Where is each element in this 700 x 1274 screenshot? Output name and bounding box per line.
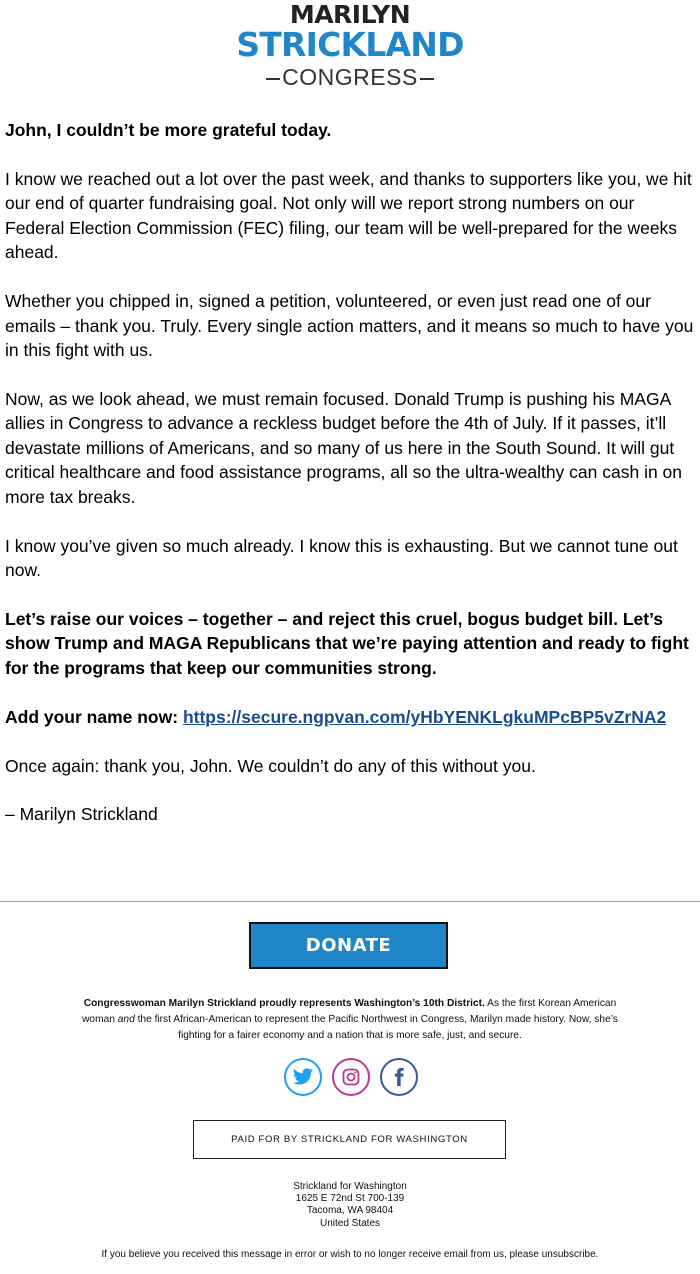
bio-part-2: the first African-American to represent the Pacific Northwest in Congress, Marilyn made history. Now, she’s fighting for a fairer economy and a nation that is more safe, just, and secure. (134, 1014, 618, 1041)
cta-label: Add your name now: (5, 706, 179, 727)
instagram-camera-icon (341, 1067, 361, 1087)
petition-link[interactable]: https://secure.ngpvan.com/yHbYENKLgkuMPcBP5vZrNA2 (182, 706, 667, 727)
social-links (0, 1058, 700, 1100)
cta-line (5, 705, 695, 730)
instagram-icon[interactable] (332, 1058, 370, 1096)
logo-first-name: MARILYN (289, 0, 411, 29)
paragraph-6: Once again: thank you, John. We couldn’t do any of this without you. (5, 755, 536, 776)
logo-subtitle-text: CONGRESS (282, 64, 418, 90)
email-body (5, 118, 695, 851)
paragraph-4: I know you’ve given so much already. I know this is exhausting. But we cannot tune out now. (5, 535, 678, 581)
facebook-icon[interactable] (380, 1058, 418, 1096)
footer-divider (0, 901, 700, 902)
paragraph-3: Now, as we look ahead, we must remain focused. Donald Trump is pushing his MAGA allies in Congress to advance a reckless budget before the 4th of July. If it passes, it’ll devastate millions of Americans, and so many of us here in the South Sound. It will gut critical healthcare and food assistance programs, all so the ultra-wealthy can cash in on more tax breaks. (5, 388, 683, 507)
bio-italic: and (117, 1014, 135, 1025)
address-line-1: Strickland for Washington (293, 1181, 407, 1192)
twitter-icon[interactable] (284, 1058, 322, 1096)
address-line-4: United States (319, 1217, 381, 1229)
mailing-address (200, 1181, 500, 1230)
address-line-3: Tacoma, WA 98404 (306, 1205, 394, 1217)
logo-dash-right (420, 78, 434, 80)
logo-last-name: STRICKLAND (236, 25, 464, 64)
paid-for-disclaimer: PAID FOR BY STRICKLAND FOR WASHINGTON (193, 1120, 506, 1159)
paragraph-2: Whether you chipped in, signed a petition, volunteered, or even just read one of our emails – thank you. Truly. Every single action matters, and it means so much to have you in this fight with us. (5, 291, 694, 361)
bio-text (75, 996, 625, 1044)
bio-bold: Congresswoman Marilyn Strickland proudly represents Washington’s 10th District. (83, 998, 485, 1009)
logo-subtitle (0, 64, 700, 90)
twitter-bird-icon (292, 1066, 314, 1088)
paragraph-1: I know we reached out a lot over the past week, and thanks to supporters like you, we hit our end of quarter fundraising goal. Not only will we report strong numbers on our Federal Election Commission (FEC) filing, our team will be well-prepared for the weeks ahead. (5, 168, 692, 263)
signature: – Marilyn Strickland (5, 804, 158, 825)
unsubscribe-notice: If you believe you received this message in error or wish to no longer receive email from us, please unsubscribe. (101, 1249, 599, 1260)
address-line-2: 1625 E 72nd St 700-139 (295, 1193, 405, 1205)
bio-part-1: As the first Korean American woman (82, 998, 617, 1025)
greeting: John, I couldn’t be more grateful today. (5, 120, 332, 140)
facebook-f-icon (389, 1066, 409, 1088)
logo-dash-left (266, 78, 280, 80)
donate-button[interactable]: DONATE (249, 922, 448, 969)
paragraph-5: Let’s raise our voices – together – and reject this cruel, bogus budget bill. Let’s show Trump and MAGA Republicans that we’re paying attention and ready to fight for the programs that keep our communities strong. (5, 608, 689, 678)
